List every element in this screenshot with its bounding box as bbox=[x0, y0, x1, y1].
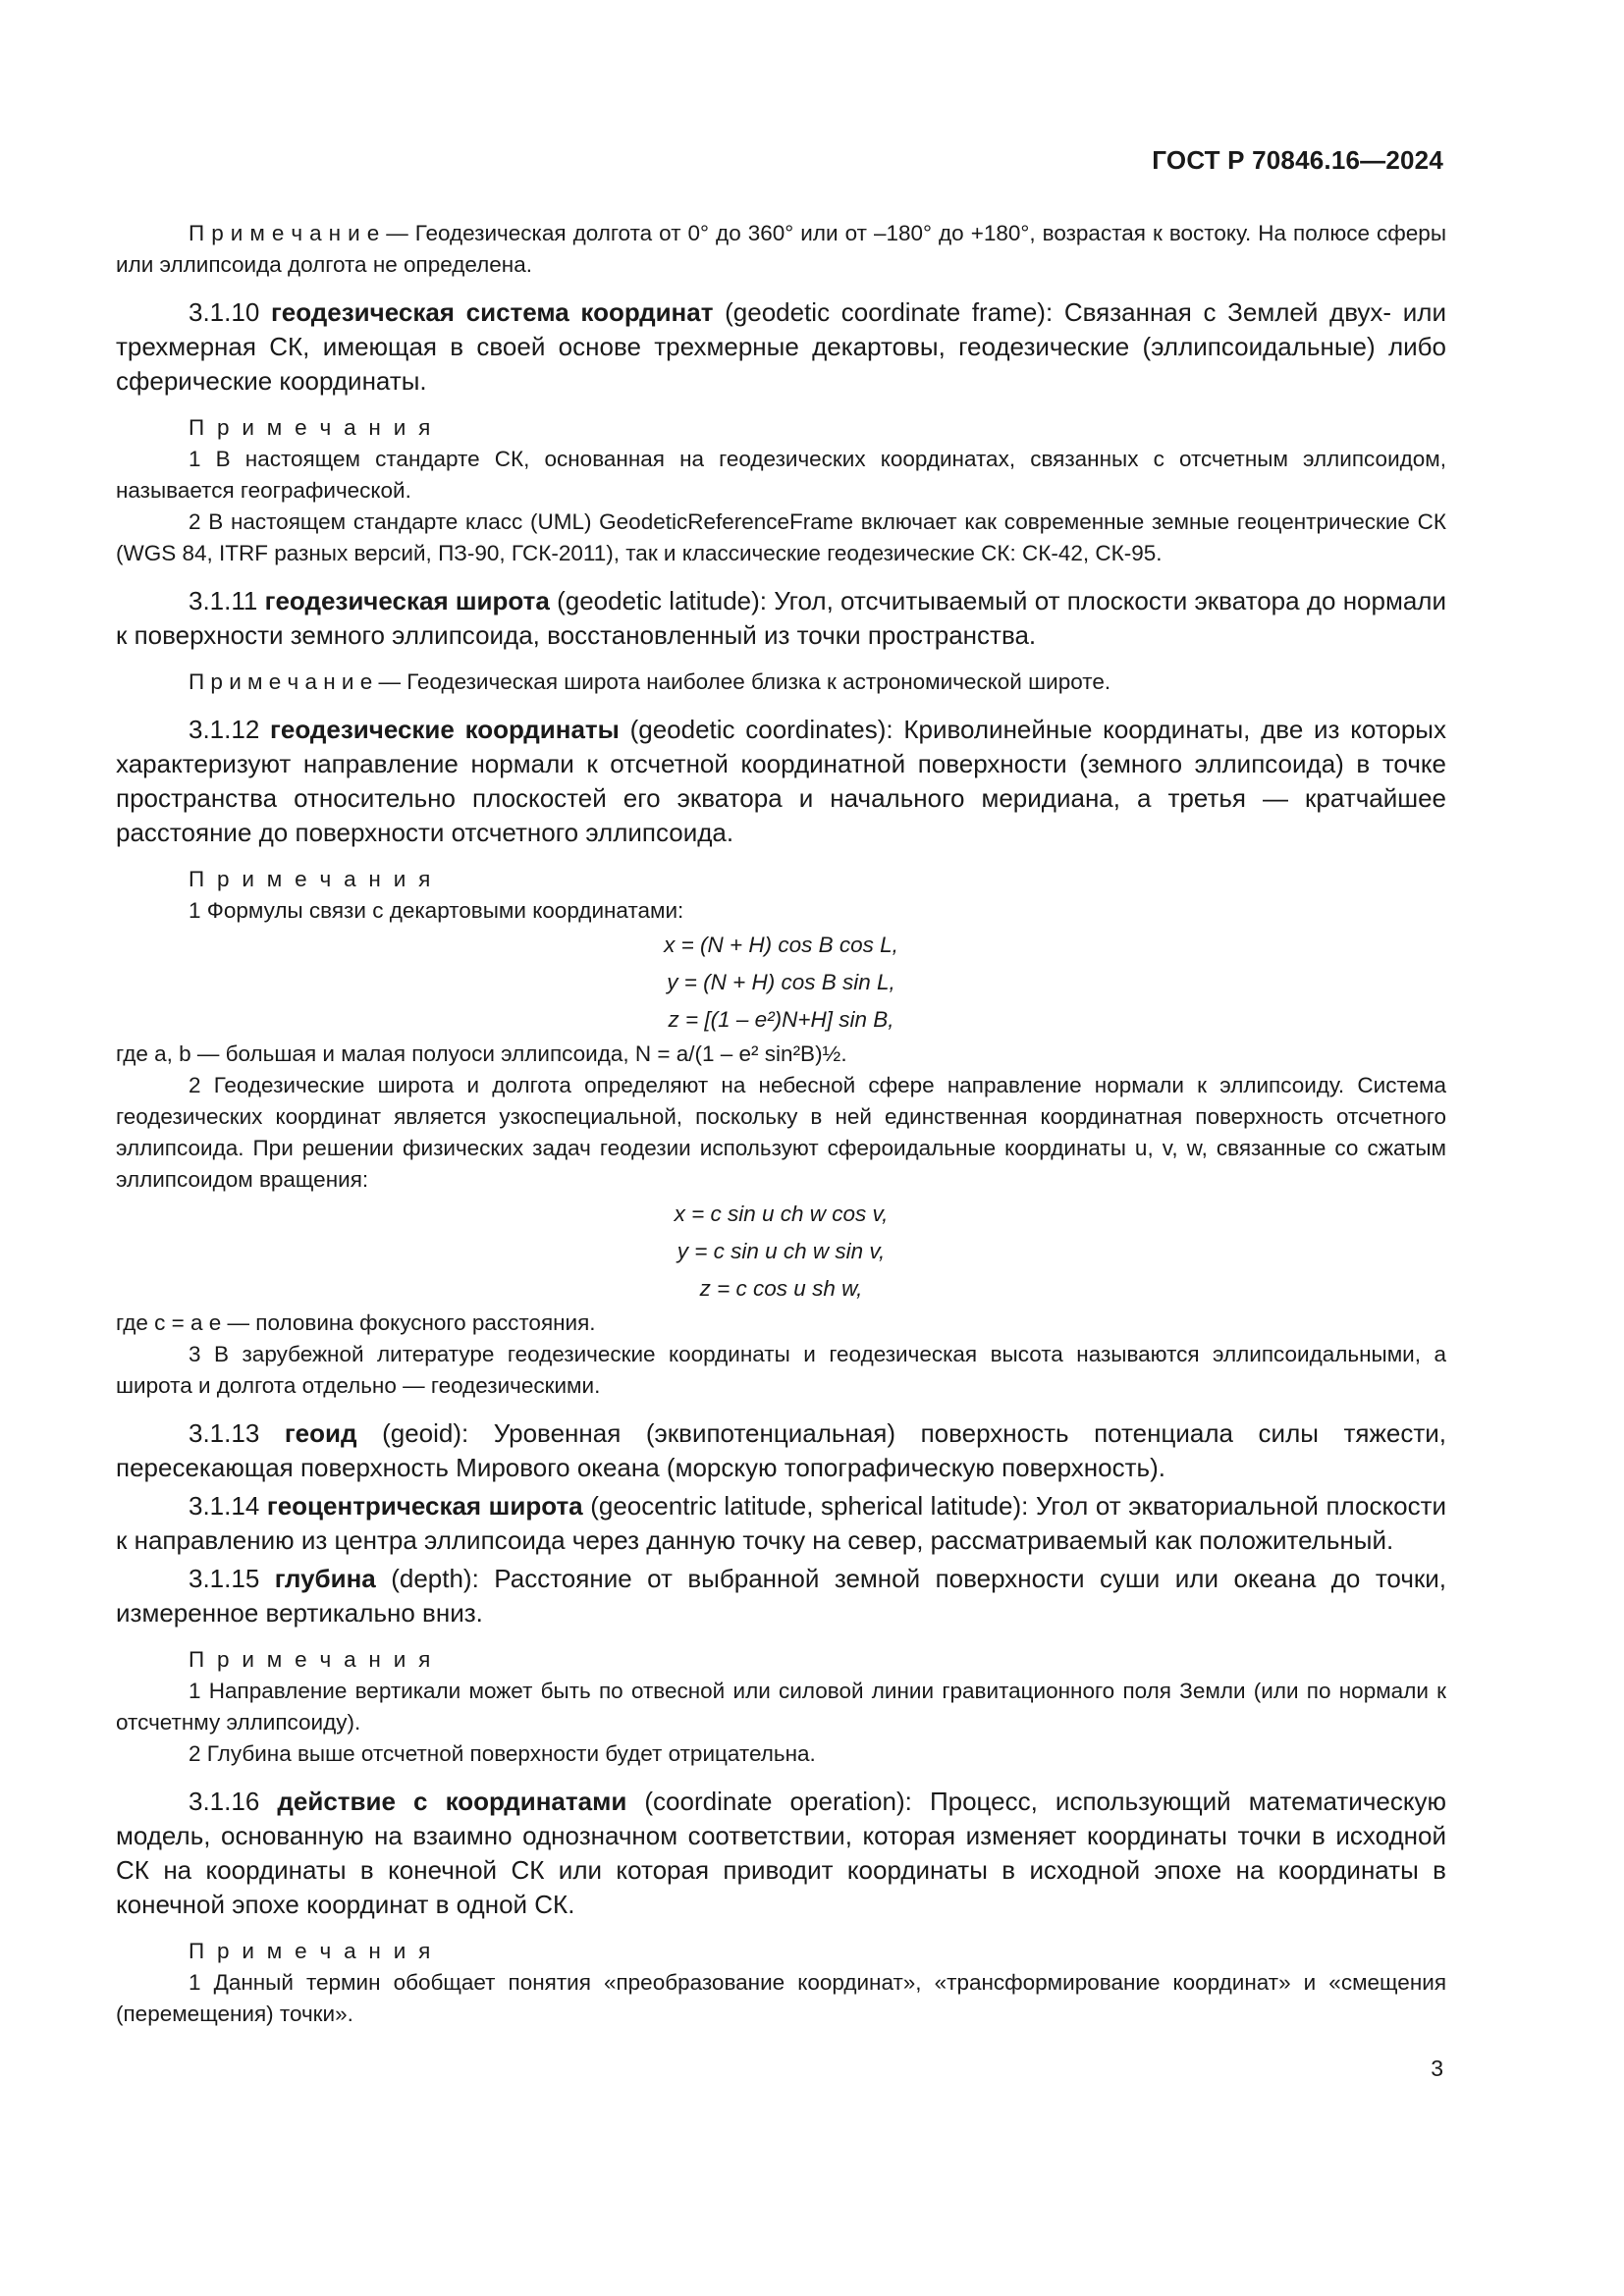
note-item: 1 В настоящем стандарте СК, основанная на геодезических координатах, связанных с отсчетным эллипсоидом, называется географической. bbox=[116, 447, 1446, 503]
note-item: 3 В зарубежной литературе геодезические координаты и геодезическая высота называются эллипсоидальными, а широта и долгота отдельно — геодезическими. bbox=[116, 1342, 1446, 1398]
notes-3-1-10 bbox=[116, 412, 1446, 569]
formula-line-x: x = (N + H) cos B cos L, bbox=[664, 933, 898, 957]
entry-number: 3.1.13 bbox=[189, 1418, 285, 1448]
notes-label: П р и м е ч а н и я bbox=[189, 1939, 434, 1963]
term-name: геодезические координаты bbox=[270, 715, 620, 744]
formula-line-x: x = c sin u ch w cos v, bbox=[674, 1201, 889, 1226]
term-name: геодезическая широта bbox=[264, 586, 550, 615]
term-name: действие с координатами bbox=[277, 1787, 627, 1816]
term-entry-3-1-16 bbox=[116, 1785, 1446, 1922]
notes-3-1-16 bbox=[116, 1936, 1446, 2030]
formula-legend: где c = a e — половина фокусного расстояния. bbox=[116, 1310, 596, 1335]
term-name: глубина bbox=[274, 1564, 376, 1593]
entry-number: 3.1.14 bbox=[189, 1491, 267, 1521]
formula-line-y: y = c sin u ch w sin v, bbox=[677, 1239, 886, 1263]
entry-number: 3.1.10 bbox=[189, 297, 271, 327]
term-definition: (geodetic coordinates): Криволинейные координаты, две из которых характеризуют направление нормали к отсчетной координатной поверхности (земного эллипсоида) в точке пространства относительно плоскостей его экватора и начального меридиана, а третья — кратчайшее расстояние до поверхности отсчетного эллипсоида. bbox=[116, 715, 1446, 847]
notes-3-1-15 bbox=[116, 1644, 1446, 1770]
notes-label: П р и м е ч а н и я bbox=[189, 1647, 434, 1672]
note-longitude: П р и м е ч а н и е — Геодезическая долгота от 0° до 360° или от –180° до +180°, возрастая к востоку. На полюсе сферы или эллипсоида долгота не определена. bbox=[116, 221, 1446, 277]
term-definition: (geoid): Уровенная (эквипотенциальная) поверхность потенциала силы тяжести, пересекающая поверхность Мирового океана (морскую топографическую поверхность). bbox=[116, 1418, 1446, 1482]
term-definition: (depth): Расстояние от выбранной земной поверхности суши или океана до точки, измеренное вертикально вниз. bbox=[116, 1564, 1446, 1628]
term-entry-3-1-11 bbox=[116, 584, 1446, 653]
term-entry-3-1-12 bbox=[116, 713, 1446, 850]
note-item: 2 Глубина выше отсчетной поверхности будет отрицательна. bbox=[189, 1741, 816, 1766]
note-item: 1 Направление вертикали может быть по отвесной или силовой линии гравитационного поля Земли (или по нормали к отсчетнму эллипсоиду). bbox=[116, 1679, 1446, 1735]
formula-line-z: z = [(1 – e²)N+H] sin B, bbox=[668, 1007, 894, 1032]
note-item: 2 Геодезические широта и долгота определяют на небесной сфере направление нормали к эллипсоиду. Система геодезических координат является узкоспециальной, поскольку в ней единственная координатная поверхность отсчетного эллипсоида. При решении физических задач геодезии используют сфероидальные координаты u, v, w, связанные со сжатым эллипсоидом вращения: bbox=[116, 1073, 1446, 1192]
term-entry-3-1-13 bbox=[116, 1416, 1446, 1485]
entry-number: 3.1.12 bbox=[189, 715, 271, 744]
entry-number: 3.1.16 bbox=[189, 1787, 278, 1816]
entry-number: 3.1.11 bbox=[189, 586, 265, 615]
note-item: 1 Формулы связи с декартовыми координатами: bbox=[189, 898, 684, 923]
formula-cartesian bbox=[116, 927, 1446, 1039]
term-name: геоид bbox=[284, 1418, 357, 1448]
term-definition: (geocentric latitude, spherical latitude): Угол от экваториальной плоскости к направлению из центра эллипсоида через данную точку на север, рассматриваемый как положительный. bbox=[116, 1491, 1447, 1555]
notes-label: П р и м е ч а н и я bbox=[189, 867, 434, 891]
formula-spheroidal bbox=[116, 1196, 1446, 1308]
notes-label: П р и м е ч а н и я bbox=[189, 415, 434, 440]
term-entry-3-1-15 bbox=[116, 1562, 1446, 1630]
document-body bbox=[116, 218, 1446, 2045]
term-entry-3-1-10 bbox=[116, 295, 1446, 399]
formula-line-z: z = c cos u sh w, bbox=[699, 1276, 863, 1301]
term-definition: (coordinate operation): Процесс, использующий математическую модель, основанную на взаимно однозначном соответствии, которая изменяет координаты точки в исходной СК на координаты в конечной СК или которая приводит координаты в исходной эпохе на координаты в конечной эпохе координат в одной СК. bbox=[116, 1787, 1446, 1919]
formula-legend: где a, b — большая и малая полуоси эллипсоида, N = a/(1 – e² sin²B)½. bbox=[116, 1041, 847, 1066]
term-definition: (geodetic latitude): Угол, отсчитываемый от плоскости экватора до нормали к поверхности земного эллипсоида, восстановленный из точки пространства. bbox=[116, 586, 1447, 650]
note-item: 1 Данный термин обобщает понятия «преобразование координат», «трансформирование координат» и «смещения (перемещения) точки». bbox=[116, 1970, 1446, 2026]
notes-3-1-12 bbox=[116, 864, 1446, 1402]
term-name: геоцентрическая широта bbox=[266, 1491, 583, 1521]
term-name: геодезическая система координат bbox=[270, 297, 714, 327]
formula-line-y: y = (N + H) cos B sin L, bbox=[667, 970, 895, 994]
note-item: 2 В настоящем стандарте класс (UML) GeodeticReferenceFrame включает как современные земные геоцентрические СК (WGS 84, ITRF разных версий, ПЗ-90, ГСК-2011), так и классические геодезические СК: СК-42, СК-95. bbox=[116, 509, 1446, 565]
page-number: 3 bbox=[1431, 2056, 1443, 2081]
document-code-header: ГОСТ Р 70846.16—2024 bbox=[1152, 145, 1443, 175]
note-3-1-11: П р и м е ч а н и е — Геодезическая широта наиболее близка к астрономической широте. bbox=[189, 669, 1111, 694]
entry-number: 3.1.15 bbox=[189, 1564, 275, 1593]
term-entry-3-1-14 bbox=[116, 1489, 1446, 1558]
term-definition: (geodetic coordinate frame): Связанная с Землей двух- или трехмерная СК, имеющая в своей основе трехмерные декартовы, геодезические (эллипсоидальные) либо сферические координаты. bbox=[116, 297, 1446, 396]
